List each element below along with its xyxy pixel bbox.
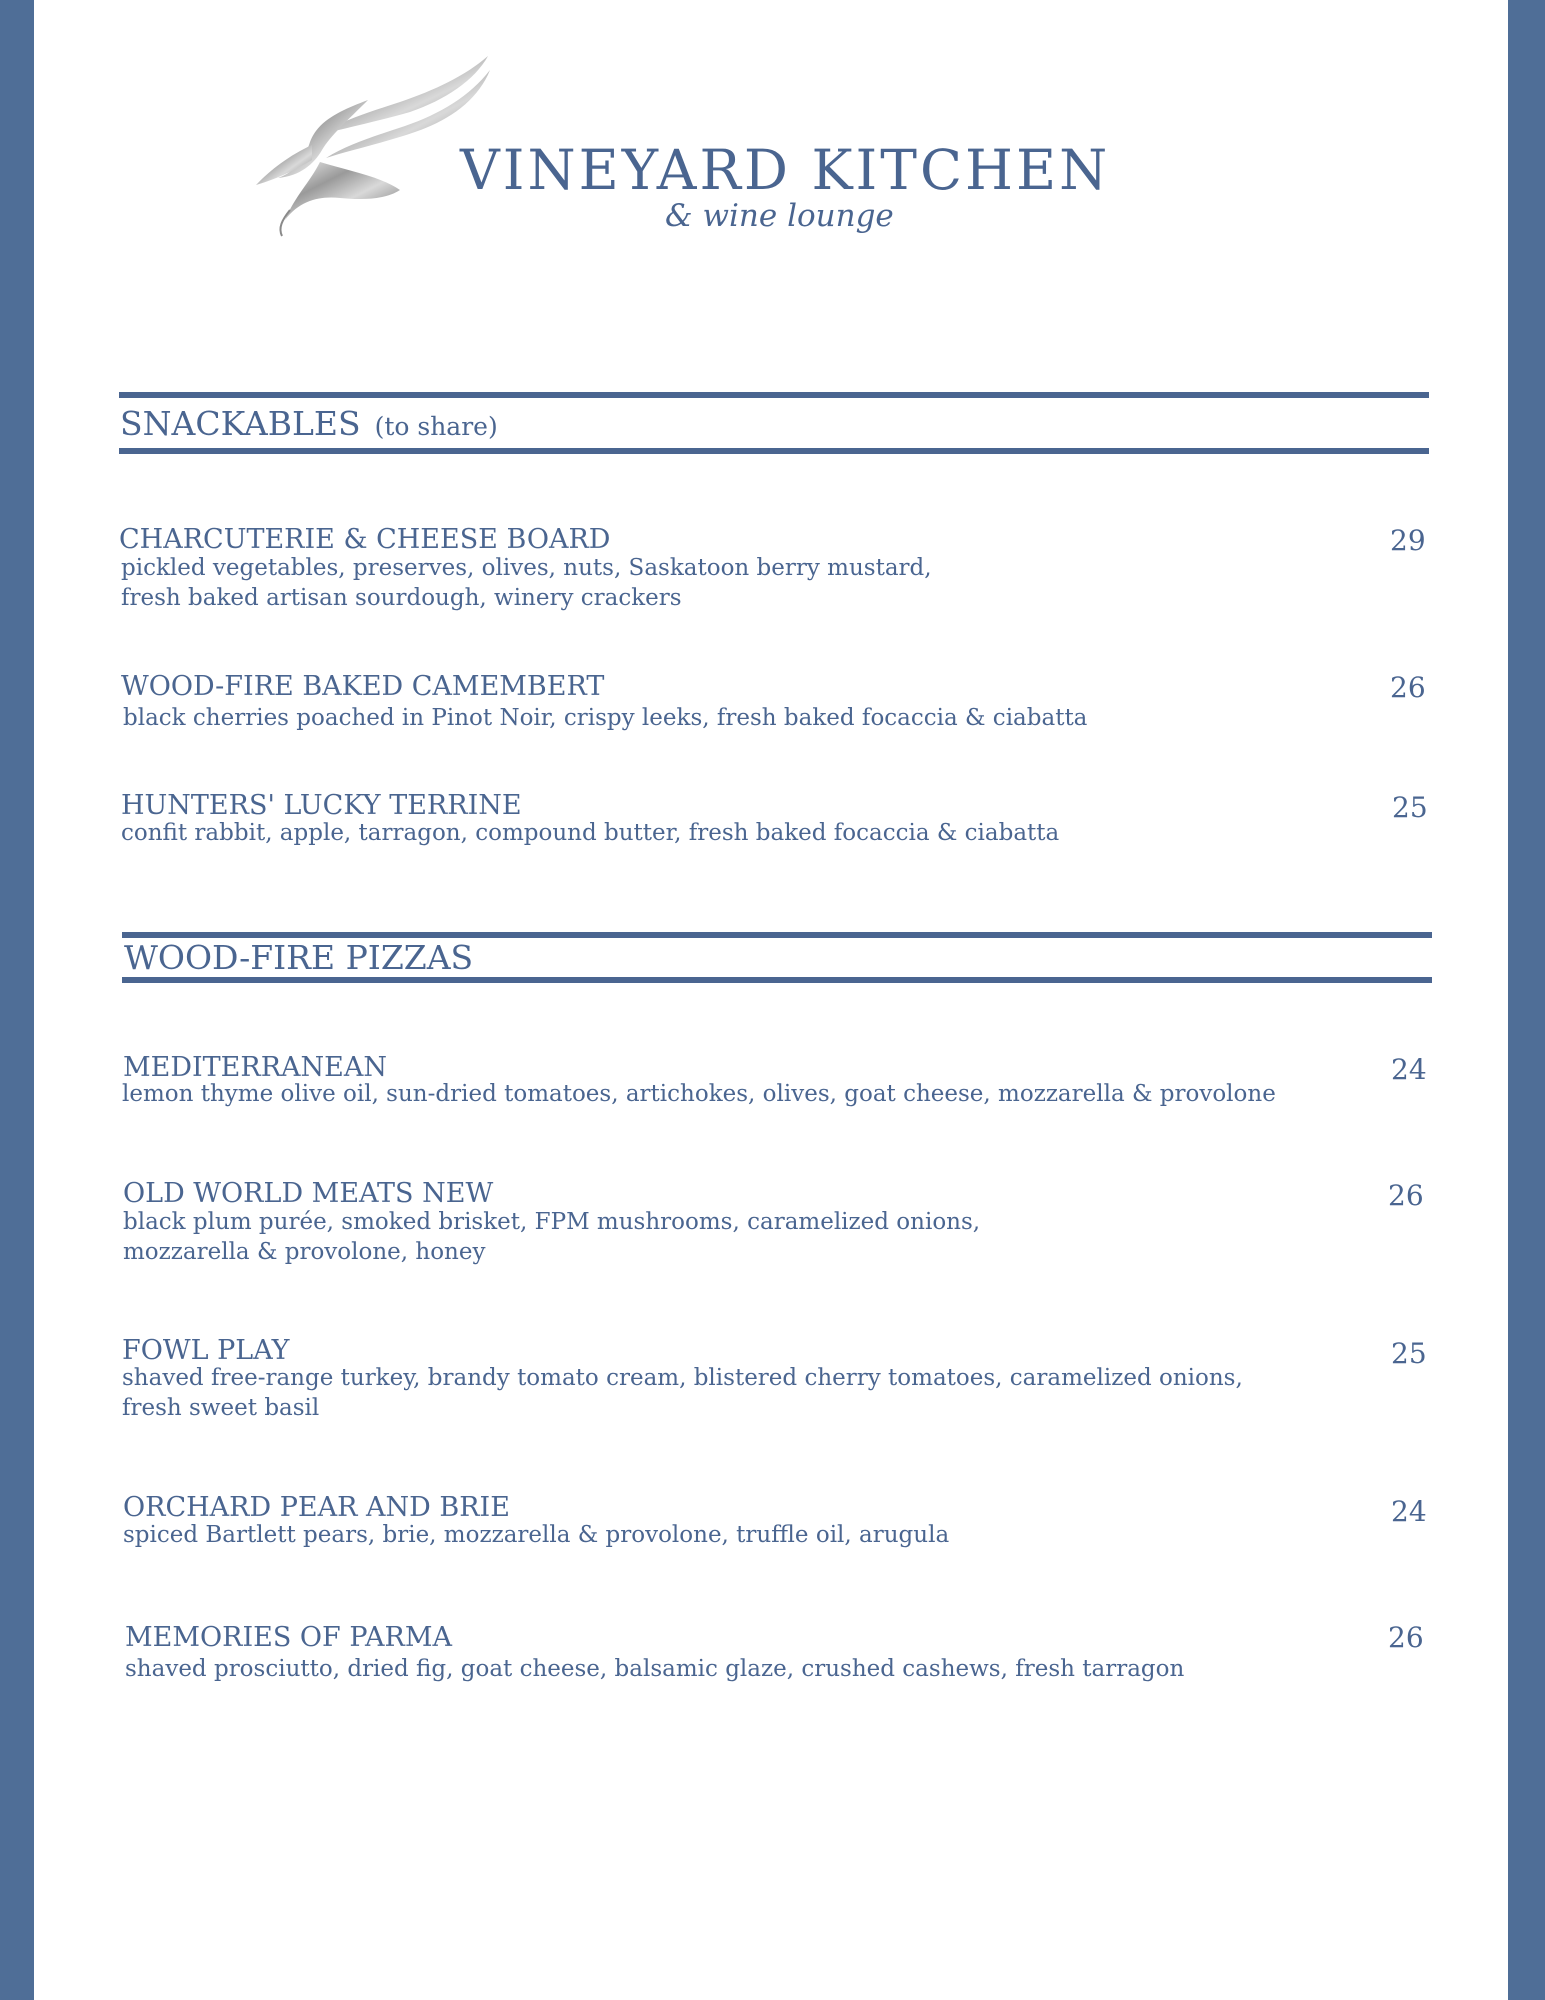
- section-rule-bottom: [119, 448, 1429, 454]
- menu-item-name: ORCHARD PEAR AND BRIE: [123, 1492, 510, 1523]
- menu-item-description-line: shaved prosciutto, dried fig, goat cheese, balsamic glaze, crushed cashews, fresh tarragon: [125, 1656, 1185, 1682]
- menu-item-name: MEDITERRANEAN: [123, 1052, 388, 1083]
- section-title-snackables: [120, 404, 498, 443]
- menu-item-price: 25: [1391, 1337, 1427, 1370]
- menu-item-description: [122, 1079, 1322, 1109]
- menu-item-name: CHARCUTERIE & CHEESE BOARD: [119, 524, 611, 555]
- menu-item-description: [122, 1363, 1322, 1423]
- section-rule-bottom: [122, 977, 1432, 983]
- menu-item-price: 26: [1390, 671, 1426, 704]
- menu-item-name: HUNTERS' LUCKY TERRINE: [121, 790, 522, 821]
- section-title-text: SNACKABLES: [120, 404, 361, 443]
- menu-item-description: [123, 1520, 1323, 1550]
- menu-item-description-line: fresh baked artisan sourdough, winery crackers: [121, 585, 682, 611]
- menu-item-name: WOOD-FIRE BAKED CAMEMBERT: [121, 671, 605, 702]
- menu-item-price: 24: [1391, 1053, 1427, 1086]
- section-note: (to share): [374, 412, 498, 441]
- menu-item-description: [125, 1654, 1325, 1684]
- menu-item-description-line: spiced Bartlett pears, brie, mozzarella & provolone, truffle oil, arugula: [123, 1522, 950, 1548]
- menu-item-description-line: fresh sweet basil: [122, 1395, 320, 1421]
- menu-item-description: [121, 818, 1321, 848]
- menu-item-price: 29: [1390, 524, 1426, 557]
- menu-item-price: 24: [1391, 1495, 1427, 1528]
- menu-item-description: [123, 1207, 1323, 1267]
- menu-item-price: 25: [1392, 791, 1428, 824]
- menu-item-description-line: black cherries poached in Pinot Noir, crispy leeks, fresh baked focaccia & ciabatta: [123, 705, 1088, 731]
- section-title-pizzas: [124, 938, 473, 977]
- section-title-text: WOOD-FIRE PIZZAS: [124, 938, 474, 977]
- menu-item-description-line: shaved free-range turkey, brandy tomato cream, blistered cherry tomatoes, caramelized onions,: [122, 1365, 1243, 1391]
- left-border-bar: [0, 0, 34, 2000]
- menu-item-description-line: confit rabbit, apple, tarragon, compound butter, fresh baked focaccia & ciabatta: [121, 820, 1060, 846]
- section-rule-top: [119, 392, 1429, 398]
- right-border-bar: [1508, 0, 1545, 2000]
- menu-item-name: FOWL PLAY: [122, 1335, 290, 1366]
- menu-item-description-line: black plum purée, smoked brisket, FPM mushrooms, caramelized onions,: [123, 1209, 981, 1235]
- menu-item-description: [123, 703, 1323, 733]
- menu-item-description-line: lemon thyme olive oil, sun-dried tomatoes, artichokes, olives, goat cheese, mozzarella & provolone: [122, 1081, 1276, 1107]
- menu-item-description-line: pickled vegetables, preserves, olives, nuts, Saskatoon berry mustard,: [121, 555, 932, 581]
- menu-item-name: OLD WORLD MEATS NEW: [123, 1178, 494, 1209]
- restaurant-name: VINEYARD KITCHEN: [460, 138, 1111, 202]
- restaurant-subtitle: & wine lounge: [665, 198, 894, 234]
- menu-item-description-line: mozzarella & provolone, honey: [123, 1239, 486, 1265]
- menu-item-price: 26: [1388, 1179, 1424, 1212]
- menu-item-name: MEMORIES OF PARMA: [125, 1622, 453, 1653]
- menu-item-price: 26: [1388, 1621, 1424, 1654]
- menu-item-description: [121, 553, 1321, 613]
